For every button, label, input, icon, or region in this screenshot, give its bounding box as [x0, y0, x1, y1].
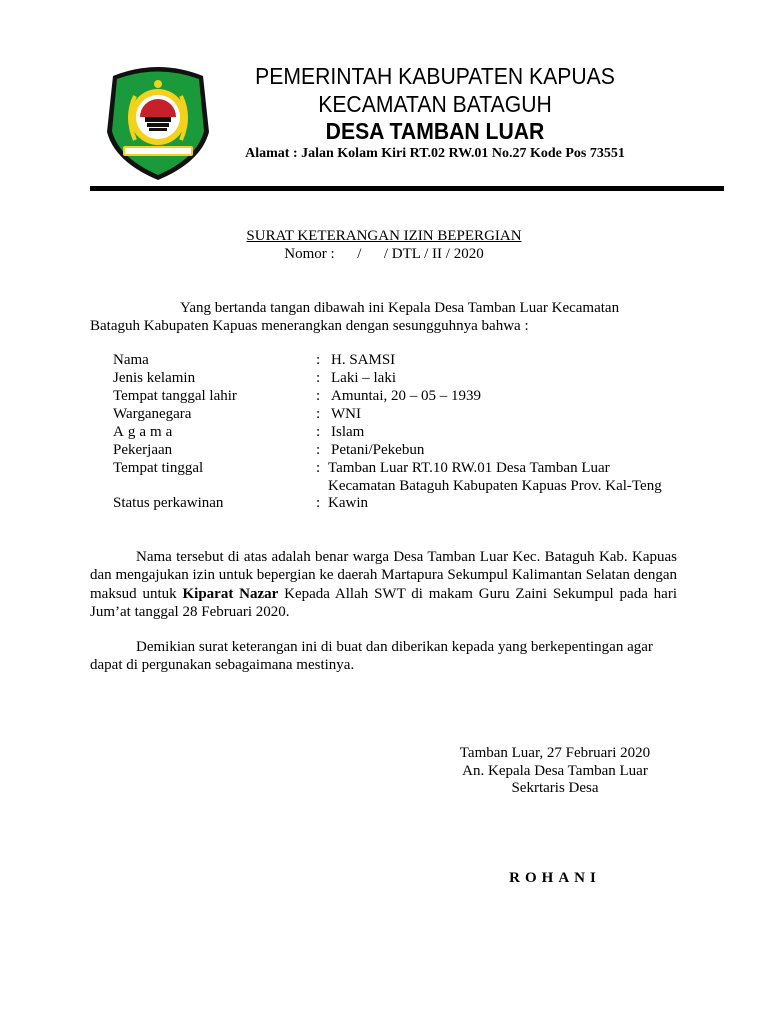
letter-title: SURAT KETERANGAN IZIN BEPERGIAN	[246, 228, 522, 244]
field-label-pekerjaan: Pekerjaan	[113, 442, 173, 458]
field-value-ttl: Amuntai, 20 – 05 – 1939	[331, 388, 481, 404]
field-label-nama: Nama	[113, 352, 149, 368]
intro-line-1: Yang bertanda tangan dibawah ini Kepala Desa Tamban Luar Kecamatan	[180, 300, 620, 316]
closing-paragraph: Demikian surat keterangan ini di buat dan diberikan kepada yang berkepentingan agar dapat di pergunakan sebagaimana mestinya.	[90, 639, 653, 674]
letterhead-district: KECAMATAN BATAGUH	[318, 91, 552, 117]
regency-crest-icon	[105, 62, 211, 182]
field-value-warganegara: WNI	[331, 406, 361, 422]
letterhead-village: DESA TAMBAN LUAR	[325, 118, 545, 144]
field-label-ttl: Tempat tanggal lahir	[113, 388, 237, 404]
field-colon: :	[316, 495, 321, 511]
field-label-agama: Agama	[113, 424, 177, 440]
field-colon: :	[316, 460, 321, 476]
field-label-warganegara: Warganegara	[113, 406, 192, 422]
field-label-tempat-tinggal: Tempat tinggal	[113, 460, 204, 476]
letterhead-government: PEMERINTAH KABUPATEN KAPUAS	[255, 63, 615, 89]
field-value-status: Kawin	[328, 495, 368, 511]
letterhead-address: Alamat : Jalan Kolam Kiri RT.02 RW.01 No.27 Kode Pos 73551	[245, 146, 625, 161]
signature-role: Sekrtaris Desa	[511, 780, 599, 796]
field-colon: :	[316, 352, 321, 368]
body-text-1: Nama tersebut di atas adalah benar warga Desa Tamban Luar Kec. Bataguh Kab. Kapuas dan mengajukan izin untuk bepergian ke daerah Martapura Sekumpul Kalimantan Selatan dengan maksud untuk	[90, 549, 677, 602]
intro-line-2: Bataguh Kabupaten Kapuas menerangkan dengan sesungguhnya bahwa :	[90, 318, 529, 334]
field-label-status: Status perkawinan	[113, 495, 224, 511]
signature-place-date: Tamban Luar, 27 Februari 2020	[459, 745, 651, 761]
field-colon: :	[316, 424, 321, 440]
letter-number: Nomor : / / DTL / II / 2020	[284, 246, 484, 262]
signature-position: An. Kepala Desa Tamban Luar	[462, 763, 648, 779]
field-value-tempat-tinggal-1: Tamban Luar RT.10 RW.01 Desa Tamban Luar	[328, 460, 610, 476]
field-value-agama: Islam	[331, 424, 365, 440]
body-paragraph	[90, 548, 677, 621]
field-value-pekerjaan: Petani/Pekebun	[331, 442, 425, 458]
body-bold-text: Kiparat Nazar	[182, 585, 279, 602]
field-label-jenis-kelamin: Jenis kelamin	[113, 370, 196, 386]
field-colon: :	[316, 442, 321, 458]
field-colon: :	[316, 406, 321, 422]
field-value-nama: H. SAMSI	[331, 352, 396, 368]
field-value-tempat-tinggal-2: Kecamatan Bataguh Kabupaten Kapuas Prov. Kal-Teng	[328, 478, 662, 494]
field-colon: :	[316, 388, 321, 404]
field-value-jenis-kelamin: Laki – laki	[331, 370, 396, 386]
body-text-2: Kepada Allah SWT di makam Guru Zaini Sekumpul pada hari Jum’at tanggal 28 Februari 2020.	[90, 585, 677, 620]
signatory-name: ROHANI	[509, 870, 601, 886]
field-colon: :	[316, 370, 321, 386]
letterhead-divider	[90, 186, 724, 191]
